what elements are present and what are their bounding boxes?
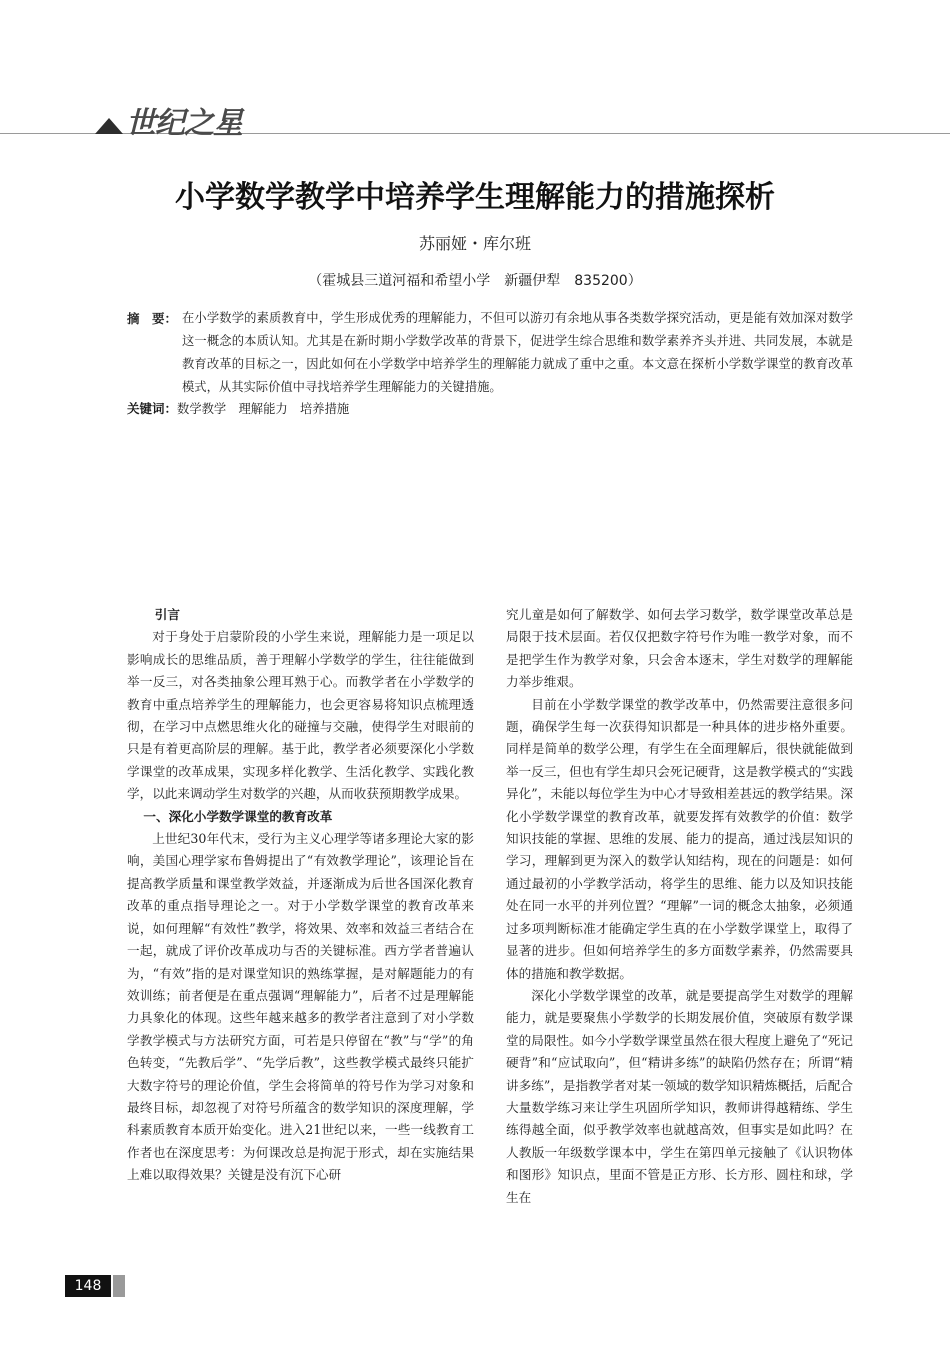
abstract-label: 摘 要： xyxy=(127,311,178,326)
section-1-heading: 一、深化小学数学课堂的教育改革 xyxy=(143,808,333,824)
keywords-text: 数学教学 理解能力 培养措施 xyxy=(177,402,350,416)
right-paragraph-1: 究儿童是如何了解数学、如何去学习数学，数学课堂改革总是局限于技术层面。若仅仅把数字符号作为唯一教学对象，而不是把学生作为教学对象，只会舍本逐末，学生对数学的理解能力举步维艰。 xyxy=(506,607,853,690)
article-affiliation: （霍城县三道河福和希望小学 新疆伊犁 835200） xyxy=(308,273,642,289)
intro-heading: 引言 xyxy=(154,607,180,622)
right-paragraph-3: 深化小学数学课堂的改革，就是要提高学生对数学的理解能力，就是要聚焦小学数学的长期发展价值，突破原有数学课堂的局限性。如今小学数学课堂虽然在很大程度上避免了“死记硬背”和“应试取向”，但“精讲多练”的缺陷仍然存在；所谓“精讲多练”，是指教学者对某一领域的数学知识精炼概括，后配合大量数学练习来让学生巩固所学知识，教师讲得越精练、学生练得越全面，似乎教学效率也就越高效，但事实是如此吗？在人教版一年级数学课本中，学生在第四单元接触了《认识物体和图形》知识点，里面不管是正方形、长方形、圆柱和球，学生在 xyxy=(506,987,853,1205)
abstract-block xyxy=(127,307,853,399)
abstract-text: 在小学数学的素质教育中，学生形成优秀的理解能力，不但可以游刃有余地从事各类数学探究活动，更是能有效加深对数学这一概念的本质认知。尤其是在新时期小学数学改革的背景下，促进学生综合思维和数学素养齐头并进、共同发展，本就是教育改革的目标之一，因此如何在小学数学中培养学生的理解能力就成了重中之重。本文意在探析小学数学课堂的教育改革模式，从其实际价值中寻找培养学生理解能力的关键措施。 xyxy=(182,311,853,394)
section-1-paragraph: 上世纪30年代末，受行为主义心理学等诸多理论大家的影响，美国心理学家布鲁姆提出了“有效教学理论”，该理论旨在提高教学质量和课堂教学效益，并逐渐成为后世各国深化教育改革的重点指导理论之一。对于小学数学课堂的教育改革来说，如何理解“有效性”教学，将效果、效率和效益三者结合在一起，就成了评价改革成功与否的关键标准。西方学者普遍认为，“有效”指的是对课堂知识的熟练掌握，是对解题能力的有效训练；前者便是在重点强调“理解能力”，后者不过是理解能力具象化的体现。这些年越来越多的教学者注意到了对小学数学教学模式与方法研究方面，可若是只停留在“教”与“学”的角色转变，“先教后学”、“先学后教”，这些教学模式最终只能扩大数字符号的理论价值，学生会将简单的符号作为学习对象和最终目标，却忽视了对符号所蕴含的数学知识的深度理解，学科素质教育本质开始变化。进入21世纪以来，一些一线教育工作者也在深度思考：为何课改总是拘泥于形式，却在实施结果上难以取得效果？关键是没有沉下心研 xyxy=(127,831,474,1183)
right-paragraph-2: 目前在小学数学课堂的教学改革中，仍然需要注意很多问题，确保学生每一次获得知识都是一种具体的进步格外重要。同样是简单的数学公理，有学生在全面理解后，很快就能做到举一反三，但也有学生却只会死记硬背，这是教学模式的“实践异化”，未能以每位学生为中心才导致相差甚远的教学结果。深化小学数学课堂的教育改革，就要发挥有效教学的价值：数学知识技能的掌握、思维的发展、能力的提高，通过浅层知识的学习，理解到更为深入的数学认知结构，现在的问题是：如何通过最初的小学教学活动，将学生的思维、能力以及知识技能处在同一水平的并列位置？“理解”一词的概念太抽象，必须通过多项判断标准才能确定学生真的在小学数学课堂上，取得了显著的进步。但如何培养学生的多方面数学素养，仍然需要具体的措施和教学数据。 xyxy=(506,696,853,981)
header-triangle-icon xyxy=(95,118,123,134)
body-column-left xyxy=(127,604,474,1187)
keywords-block xyxy=(127,397,853,421)
journal-brand: 世纪之星 xyxy=(126,106,242,141)
page-number: 148 xyxy=(65,1275,111,1297)
body-column-right xyxy=(506,604,853,1209)
intro-paragraph: 对于身处于启蒙阶段的小学生来说，理解能力是一项足以影响成长的思维品质，善于理解小学数学的学生，往往能做到举一反三，对各类抽象公理耳熟于心。而教学者在小学数学的教育中重点培养学生的理解能力，也会更容易将知识点梳理透彻，在学习中点燃思维火化的碰撞与交融，使得学生对眼前的只是有着更高阶层的理解。基于此，教学者必须要深化小学数学课堂的改革成果，实现多样化教学、生活化教学、实践化教学，以此来调动学生对数学的兴趣，从而收获预期教学成果。 xyxy=(127,629,474,802)
page-number-bar xyxy=(113,1275,125,1297)
article-authors: 苏丽娅・库尔班 xyxy=(418,234,531,253)
article-title: 小学数学教学中培养学生理解能力的措施探析 xyxy=(175,180,775,215)
keywords-label: 关键词： xyxy=(127,401,178,416)
